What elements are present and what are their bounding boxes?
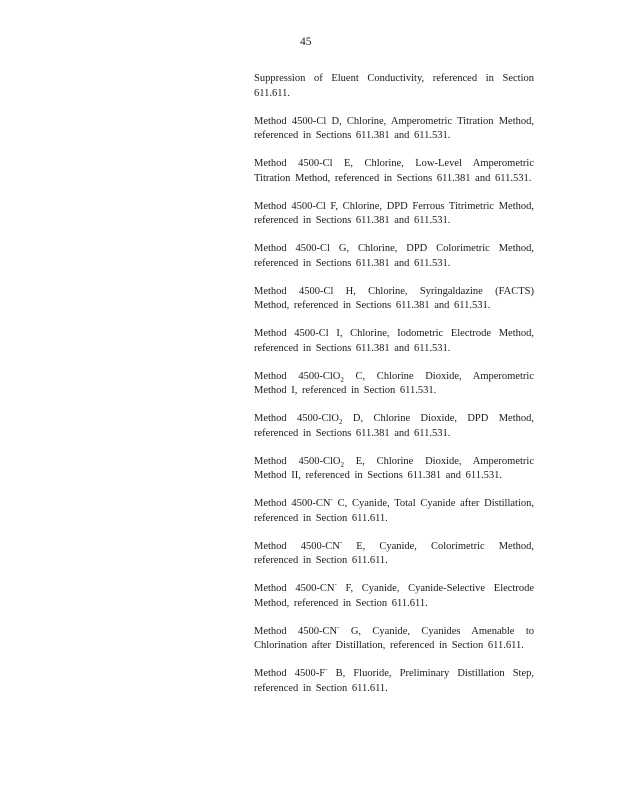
superscript: - <box>334 580 337 589</box>
paragraph: Method 4500-Cl F, Chlorine, DPD Ferrous Titrimetric Method, referenced in Sections 611.381 and 611.531. <box>254 200 534 226</box>
superscript: - <box>325 665 328 674</box>
paragraph: Method 4500-Cl D, Chlorine, Amperometric Titration Method, referenced in Sections 611.381 and 611.531. <box>254 115 534 141</box>
paragraph: Method 4500-ClO$_2$ E, Chlorine Dioxide, Amperometric Method II, referenced in Sections 611.381 and 611.531. <box>254 455 534 481</box>
paragraph: Method 4500-CN- E, Cyanide, Colorimetric Method, referenced in Section 611.611. <box>254 538 534 566</box>
subscript: 2 <box>339 418 343 427</box>
paragraph: Method 4500-Cl I, Chlorine, Iodometric Electrode Method, referenced in Sections 611.381 and 611.531. <box>254 328 534 354</box>
paragraph: Method 4500-ClO$_2$ D, Chlorine Dioxide, DPD Method, referenced in Sections 611.381 and 611.531. <box>254 413 535 439</box>
superscript: - <box>337 623 340 631</box>
paragraph: Method 4500-CN- G, Cyanide, Cyanides Amenable to Chlorination after Distillation, referenced in Section 611.611. <box>254 623 534 651</box>
paragraph: Method 4500-F- B, Fluoride, Preliminary Distillation Step, referenced in Section 611.611. <box>254 665 535 694</box>
paragraph: Method 4500-Cl H, Chlorine, Syringaldazine (FACTS) Method, referenced in Sections 611.381 and 611.531. <box>254 285 534 311</box>
paragraph: Method 4500-CN- F, Cyanide, Cyanide-Selective Electrode Method, referenced in Section 611.611. <box>254 580 535 609</box>
paragraph: Method 4500-CN- C, Cyanide, Total Cyanide after Distillation, referenced in Section 611.611. <box>254 495 534 524</box>
page-number: 45 <box>300 36 312 48</box>
subscript: 2 <box>340 460 344 469</box>
document-body <box>254 72 534 710</box>
superscript: - <box>339 538 343 546</box>
subscript: 2 <box>340 375 344 384</box>
paragraph: Method 4500-Cl E, Chlorine, Low-Level Amperometric Titration Method, referenced in Sections 611.381 and 611.531. <box>254 158 534 184</box>
paragraph: Method 4500-ClO$_2$ C, Chlorine Dioxide, Amperometric Method I, referenced in Section 611.531. <box>254 370 534 396</box>
superscript: - <box>330 495 333 504</box>
paragraph: Method 4500-Cl G, Chlorine, DPD Colorimetric Method, referenced in Sections 611.381 and 611.531. <box>254 243 534 269</box>
paragraph: Suppression of Eluent Conductivity, referenced in Section 611.611. <box>254 73 534 99</box>
